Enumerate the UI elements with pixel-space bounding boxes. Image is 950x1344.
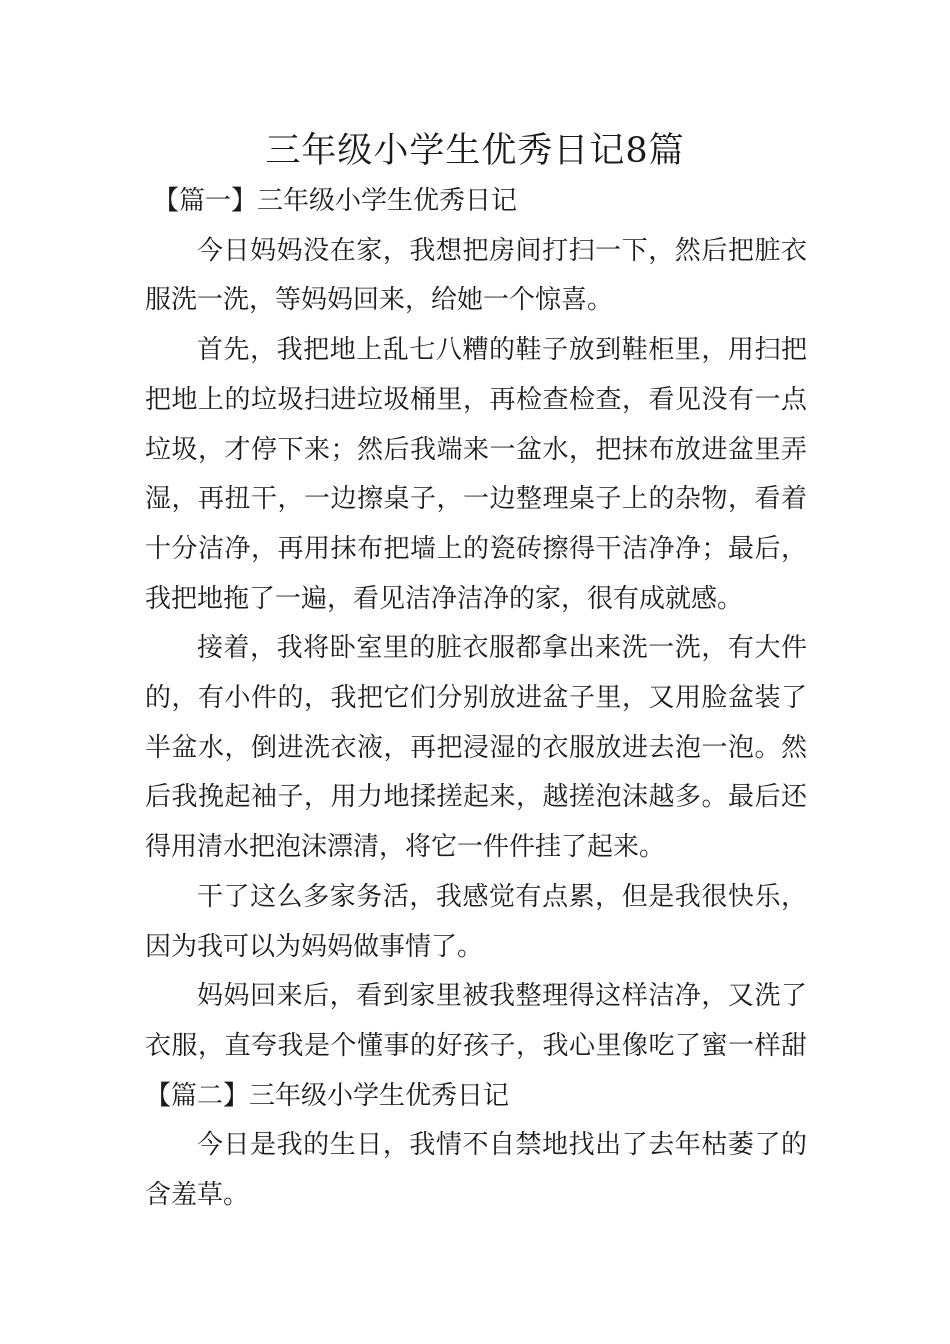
section-heading-1: 【篇一】三年级小学生优秀日记 — [153, 186, 518, 216]
document-title: 三年级小学生优秀日记8篇 — [265, 131, 685, 171]
paragraph: 干了这么多家务活，我感觉有点累，但是我很快乐，因为我可以为妈妈做事情了。 — [145, 881, 807, 962]
document-body — [145, 177, 807, 1221]
paragraph: 今日妈妈没在家，我想把房间打扫一下，然后把脏衣服洗一洗，等妈妈回来，给她一个惊喜。 — [145, 235, 807, 316]
paragraph: 接着，我将卧室里的脏衣服都拿出来洗一洗，有大件的，有小件的，我把它们分别放进盆子里，又用脸盆装了半盆水，倒进洗衣液，再把浸湿的衣服放进去泡一泡。然后我挽起袖子，用力地揉搓起来，越搓泡沫越多。最后还得用清水把泡沫漂清，将它一件件挂了起来。 — [145, 633, 807, 863]
paragraph: 首先，我把地上乱七八糟的鞋子放到鞋柜里，用扫把把地上的垃圾扫进垃圾桶里，再检查检查，看见没有一点垃圾，才停下来；然后我端来一盆水，把抹布放进盆里弄湿，再扭干，一边擦桌子，一边整理桌子上的杂物，看着十分洁净，再用抹布把墙上的瓷砖擦得干洁净净；最后，我把地拖了一遍，看见洁净洁净的家，很有成就感。 — [145, 335, 807, 614]
paragraph: 妈妈回来后，看到家里被我整理得这样洁净，又洗了衣服，直夸我是个懂事的好孩子，我心里像吃了蜜一样甜 — [145, 981, 807, 1061]
paragraph: 今日是我的生日，我情不自禁地找出了去年枯萎了的含羞草。 — [145, 1130, 807, 1211]
section-heading-2: 【篇二】三年级小学生优秀日记 — [145, 1080, 510, 1111]
